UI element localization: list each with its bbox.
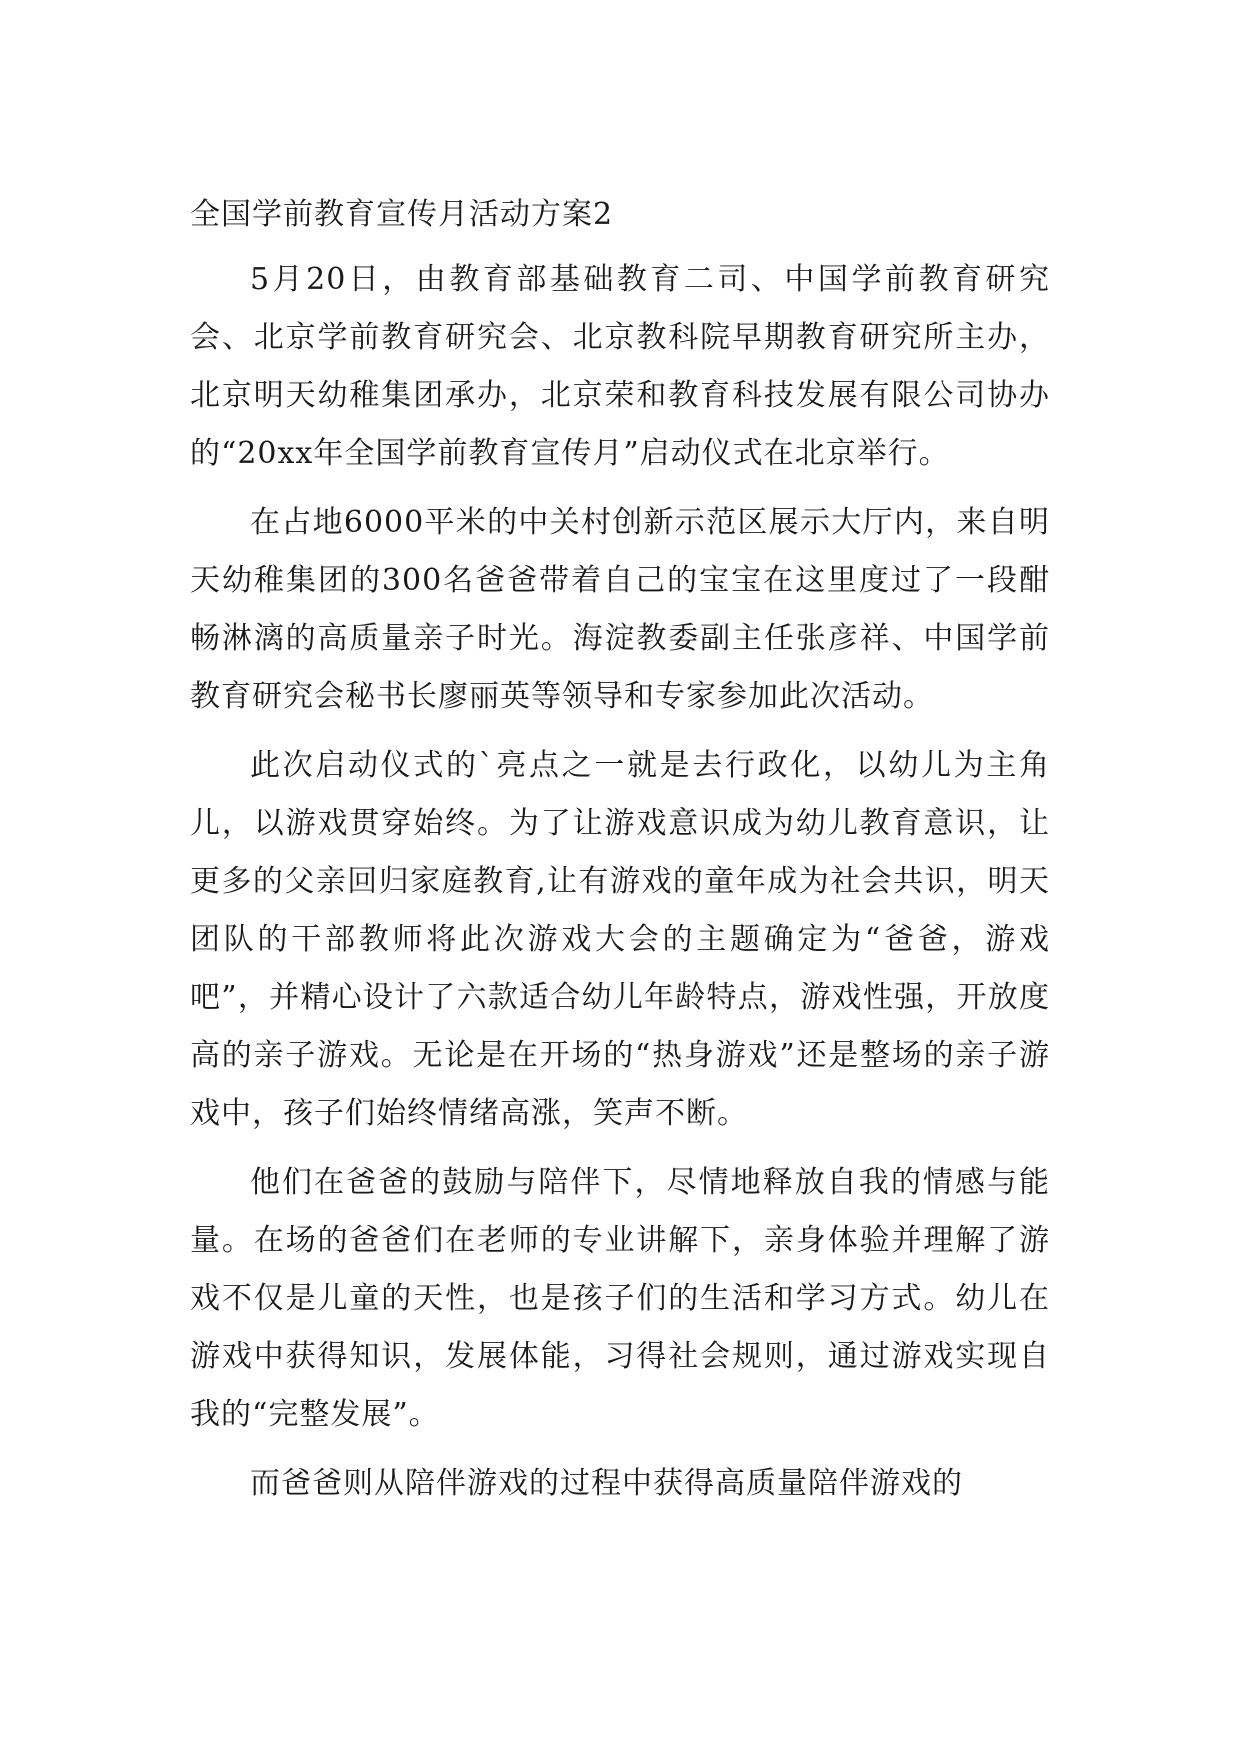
paragraph-1: 5月20日，由教育部基础教育二司、中国学前教育研究会、北京学前教育研究会、北京教科院早期教育研究所主办，北京明天幼稚集团承办，北京荣和教育科技发展有限公司协办的“20xx年全国学前教育宣传月”启动仪式在北京举行。 xyxy=(190,262,1050,471)
paragraph-4: 他们在爸爸的鼓励与陪伴下，尽情地释放自我的情感与能量。在场的爸爸们在老师的专业讲解下，亲身体验并理解了游戏不仅是儿童的天性，也是孩子们的生活和学习方式。幼儿在游戏中获得知识，发展体能，习得社会规则，通过游戏实现自我的“完整发展”。 xyxy=(190,1165,1050,1432)
paragraph-3: 此次启动仪式的`亮点之一就是去行政化，以幼儿为主角儿，以游戏贯穿始终。为了让游戏意识成为幼儿教育意识，让更多的父亲回归家庭教育,让有游戏的童年成为社会共识，明天团队的干部教师将此次游戏大会的主题确定为“爸爸，游戏吧”，并精心设计了六款适合幼儿年龄特点，游戏性强，开放度高的亲子游戏。无论是在开场的“热身游戏”还是整场的亲子游戏中，孩子们始终情绪高涨，笑声不断。 xyxy=(190,748,1050,1131)
paragraph-2: 在占地6000平米的中关村创新示范区展示大厅内，来自明天幼稚集团的300名爸爸带着自己的宝宝在这里度过了一段酣畅淋漓的高质量亲子时光。海淀教委副主任张彦祥、中国学前教育研究会秘书长廖丽英等领导和专家参加此次活动。 xyxy=(190,505,1050,714)
document-body xyxy=(190,190,1050,1524)
paragraph-5: 而爸爸则从陪伴游戏的过程中获得高质量陪伴游戏的 xyxy=(250,1466,963,1501)
document-title: 全国学前教育宣传月活动方案2 xyxy=(190,197,614,232)
